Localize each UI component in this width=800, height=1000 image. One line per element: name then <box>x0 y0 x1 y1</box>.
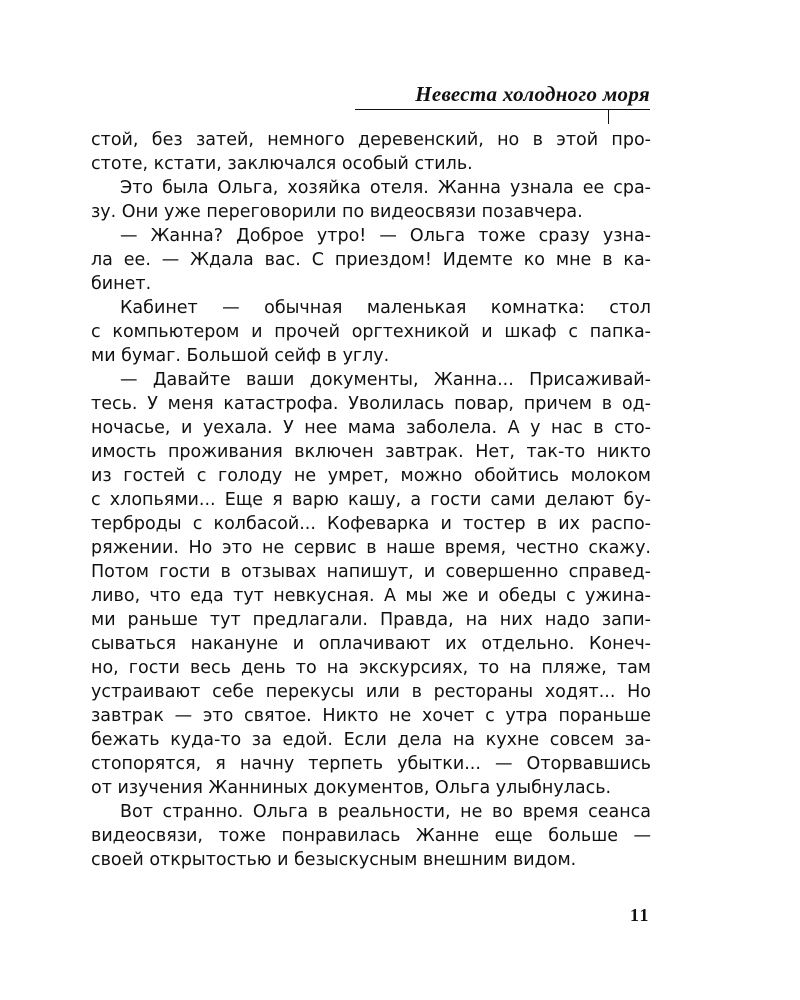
text-line: ливо, что еда тут невкусная. А мы же и обеды с ужина- <box>91 586 651 606</box>
page-number: 11 <box>629 905 650 925</box>
text-line: Вот странно. Ольга в реальности, не во время сеанса <box>120 802 651 822</box>
text-line: из гостей с голоду не умрет, можно обойтись молоком <box>91 466 651 486</box>
text-line: терброды с колбасой... Кофеварка и тостер в их распо- <box>91 514 651 534</box>
header-rule <box>355 109 650 110</box>
text-line: ряжении. Но это не сервис в наше время, честно скажу. <box>91 538 651 558</box>
text-line: устраивают себе перекусы или в рестораны ходят... Но <box>91 682 651 702</box>
text-line: бинет. <box>91 274 152 294</box>
text-line: ночасье, и уехала. У нее мама заболела. А у нас в сто- <box>91 418 651 438</box>
text-line: — Жанна? Доброе утро! — Ольга тоже сразу узна- <box>120 226 651 246</box>
text-line: своей открытостью и безыскусным внешним видом. <box>91 850 577 870</box>
paragraph <box>91 368 651 800</box>
text-line: стопорятся, я начну терпеть убытки... — Оторвавшись <box>91 754 651 774</box>
text-line: ми бумаг. Большой сейф в углу. <box>91 346 390 366</box>
paragraph <box>91 128 651 176</box>
text-line: Кабинет — обычная маленькая комнатка: стол <box>120 298 651 318</box>
text-line: ла ее. — Ждала вас. С приездом! Идемте ко мне в ка- <box>91 250 651 270</box>
text-line: бежать куда-то за едой. Если дела на кухне совсем за- <box>91 730 651 750</box>
text-line: Это была Ольга, хозяйка отеля. Жанна узнала ее сра- <box>120 178 651 198</box>
paragraph <box>91 296 651 368</box>
text-line: сываться накануне и оплачивают их отдельно. Конеч- <box>91 634 651 654</box>
text-line: — Давайте ваши документы, Жанна... Присаживай- <box>120 370 651 390</box>
text-line: стой, без затей, немного деревенский, но в этой про- <box>91 130 651 150</box>
text-line: с компьютером и прочей оргтехникой и шкаф с папка- <box>91 322 651 342</box>
text-line: имость проживания включен завтрак. Нет, так-то никто <box>91 442 651 462</box>
text-line: Потом гости в отзывах напишут, и совершенно справед- <box>91 562 651 582</box>
text-line: зу. Они уже переговорили по видеосвязи позавчера. <box>91 202 583 222</box>
paragraph <box>91 800 651 872</box>
text-line: тесь. У меня катастрофа. Уволилась повар, причем в од- <box>91 394 651 414</box>
text-line: завтрак — это святое. Никто не хочет с утра пораньше <box>91 706 651 726</box>
text-line: от изучения Жанниных документов, Ольга улыбнулась. <box>91 778 612 798</box>
text-line: ми раньше тут предлагали. Правда, на них надо запи- <box>91 610 651 630</box>
text-line: стоте, кстати, заключался особый стиль. <box>91 154 473 174</box>
text-line: но, гости весь день то на экскурсиях, то на пляже, там <box>91 658 651 678</box>
running-title: Невеста холодного моря <box>415 82 650 106</box>
running-header <box>355 80 650 120</box>
paragraph <box>91 176 651 224</box>
text-line: с хлопьями... Еще я варю кашу, а гости сами делают бу- <box>91 490 651 510</box>
text-line: видеосвязи, тоже понравилась Жанне еще больше — <box>91 826 651 846</box>
paragraph <box>91 224 651 296</box>
header-tick <box>608 109 609 124</box>
body-text <box>91 128 651 872</box>
